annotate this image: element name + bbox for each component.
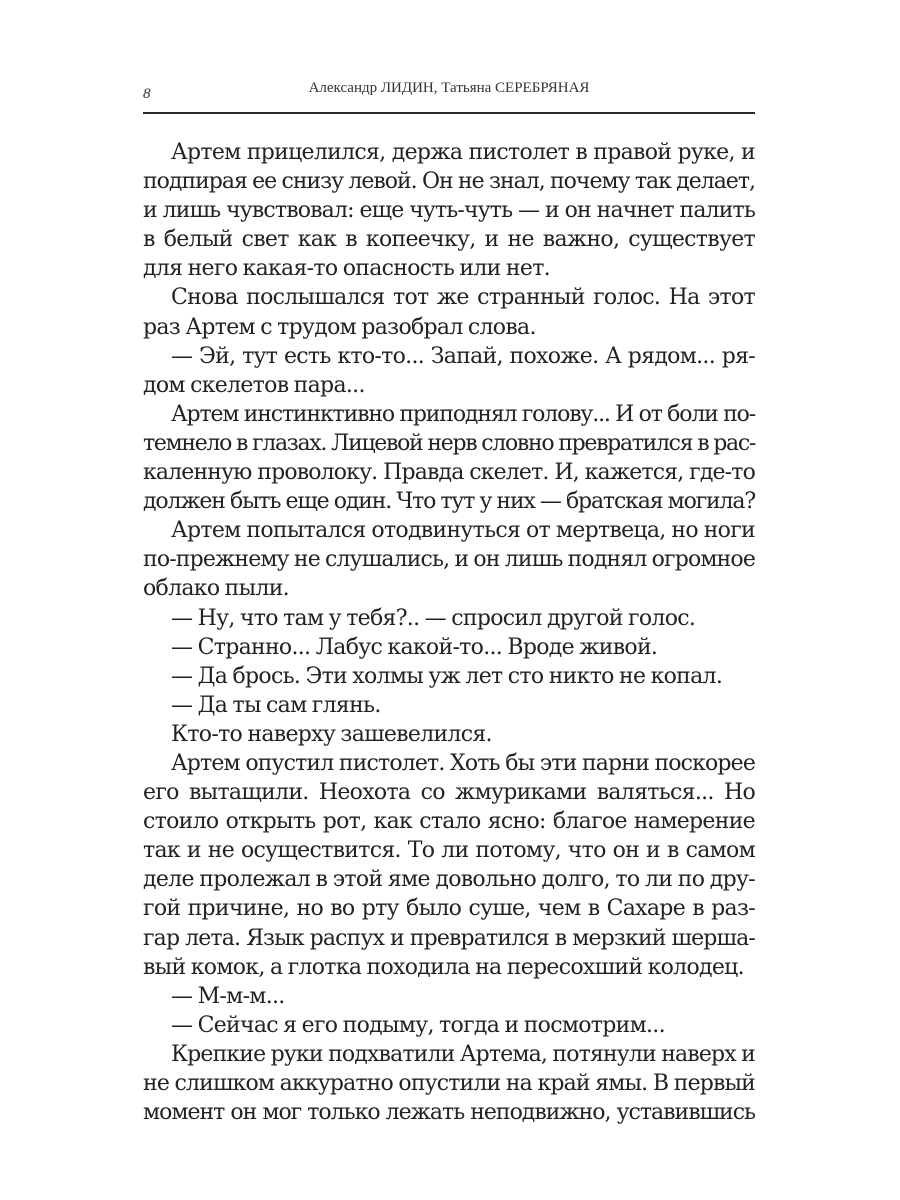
text-line: Артем опустил пистолет. Хоть бы эти парни поскорее	[171, 750, 755, 776]
text-line: подпирая ее снизу левой. Он не знал, почему так делает,	[143, 169, 755, 195]
text-line: по-прежнему не слушались, и он лишь поднял огромное	[143, 547, 755, 573]
text-line: так и не осуществится. То ли потому, что он и в самом	[143, 838, 755, 864]
text-line: для него какая-то опасность или нет.	[143, 256, 550, 282]
page-number: 8	[143, 86, 151, 102]
text-line: темнело в глазах. Лицевой нерв словно превратился в рас-	[143, 430, 755, 456]
text-line: Артем инстинктивно приподнял голову... И от боли по-	[171, 401, 755, 427]
text-line: в белый свет как в копеечку, и не важно, существует	[143, 227, 755, 253]
text-line: облако пыли.	[143, 576, 289, 602]
text-line: должен быть еще один. Что тут у них — братская могила?	[143, 489, 755, 515]
text-line: — Ну, что там у тебя?.. — спросил другой голос.	[171, 605, 696, 631]
text-line: вый комок, а глотка походила на пересохший колодец.	[143, 954, 744, 980]
text-line: — Странно... Лабус какой-то... Вроде живой.	[171, 634, 658, 660]
text-line: Артем попытался отодвинуться от мертвеца, но ноги	[171, 518, 755, 544]
text-line: его вытащили. Неохота со жмуриками валяться... Но	[143, 780, 755, 806]
text-line: момент он мог только лежать неподвижно, уставившись	[143, 1100, 755, 1126]
text-line: и лишь чувствовал: еще чуть-чуть — и он начнет палить	[143, 198, 755, 224]
text-line: — М-м-м...	[171, 983, 285, 1009]
text-line: стоило открыть рот, как стало ясно: благое намерение	[143, 809, 755, 835]
text-line: раз Артем с трудом разобрал слова.	[143, 314, 536, 340]
text-line: Снова послышался тот же странный голос. На этот	[171, 285, 755, 311]
text-line: — Эй, тут есть кто-то... Запай, похоже. А рядом... ря-	[171, 343, 755, 369]
text-line: — Да ты сам глянь.	[171, 692, 381, 718]
text-line: не слишком аккуратно опустили на край ямы. В первый	[143, 1071, 755, 1096]
text-line: Кто-то наверху зашевелился.	[171, 721, 492, 747]
text-line: гой причине, но во рту было суше, чем в Сахаре в раз-	[143, 896, 755, 922]
text-line: — Да брось. Эти холмы уж лет сто никто не копал.	[171, 663, 723, 689]
running-head: Александр ЛИДИН, Татьяна СЕРЕБРЯНАЯ	[308, 80, 590, 96]
text-line: каленную проволоку. Правда скелет. И, кажется, где-то	[143, 460, 755, 486]
body-text	[143, 138, 755, 1127]
text-line: — Сейчас я его подыму, тогда и посмотрим...	[171, 1012, 665, 1038]
text-line: Артем прицелился, держа пистолет в правой руке, и	[171, 140, 755, 165]
page-header	[143, 78, 755, 114]
text-line: дом скелетов пара...	[143, 372, 365, 398]
text-line: гар лета. Язык распух и превратился в мерзкий шерша-	[143, 925, 755, 951]
text-line: Крепкие руки подхватили Артема, потянули наверх и	[171, 1041, 755, 1067]
text-line: деле пролежал в этой яме довольно долго, то ли по дру-	[143, 867, 755, 893]
